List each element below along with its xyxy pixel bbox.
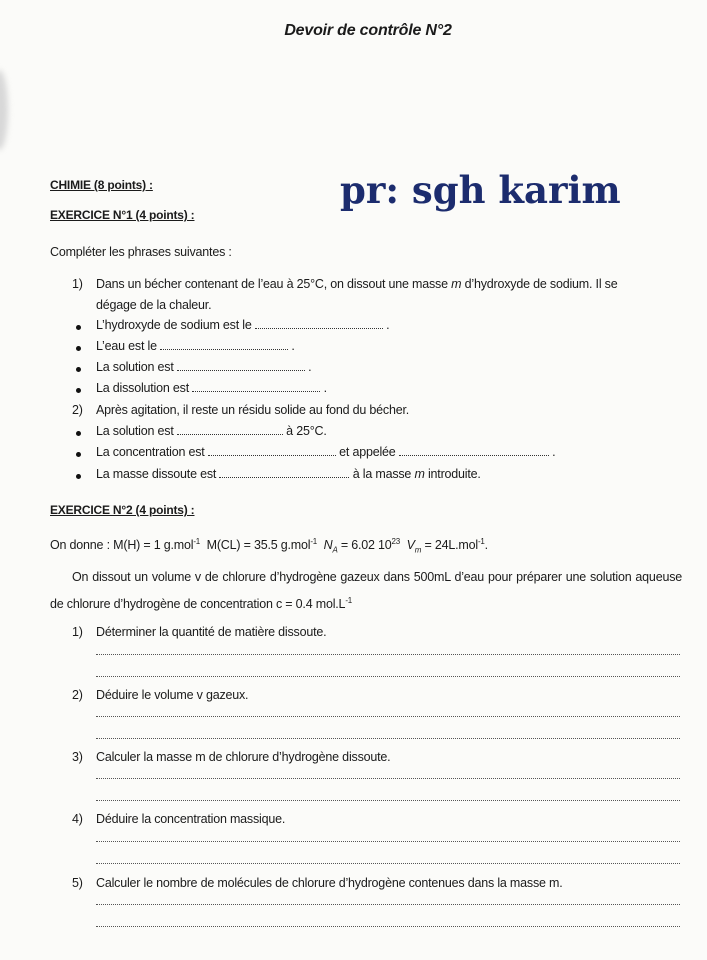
bullet-icon	[76, 474, 81, 479]
q2-number: 2)	[72, 403, 83, 417]
exercise2-heading: EXERCICE N°2 (4 points) :	[50, 503, 195, 517]
answer-line[interactable]	[96, 654, 680, 655]
bullet-icon	[76, 346, 81, 351]
given-data: On donne : M(H) = 1 g.mol$^{-1}$ M(CL) = 35.5 g.mol$^{-1}$ $N_A = 6.02$ $10^{23}$ $V_m = 24L.mol^{-1}$.	[50, 537, 488, 555]
bullet-icon	[76, 452, 81, 457]
blank-b3: La solution est .	[96, 360, 312, 374]
blank-b4: La dissolution est .	[96, 381, 327, 395]
question-text: Calculer le nombre de molécules de chlorure d’hydrogène contenues dans la masse m.	[96, 876, 563, 890]
q1-text: Dans un bécher contenant de l’eau à 25°C, on dissout une masse m d’hydroxyde de sodium. Il se	[96, 277, 618, 291]
bullet-icon	[76, 431, 81, 436]
author-signature: pr: sgh karim	[340, 168, 621, 212]
q1-text-cont: dégage de la chaleur.	[96, 298, 212, 312]
question-number: 1)	[72, 625, 83, 639]
q1-number: 1)	[72, 277, 83, 291]
blank-b2: L’eau est le .	[96, 339, 295, 353]
answer-line[interactable]	[96, 926, 680, 927]
answer-line[interactable]	[96, 800, 680, 801]
answer-line[interactable]	[96, 904, 680, 905]
blank-b1: L’hydroxyde de sodium est le .	[96, 318, 390, 332]
exercise2-statement: On dissout un volume v de chlorure d’hydrogène gazeux dans 500mL d’eau pour préparer une solution aqueuse de chlorure d’hydrogène de concentration c = 0.4 $mol.L^{-1}$	[50, 570, 682, 612]
answer-line[interactable]	[96, 841, 680, 842]
exercise1-heading: EXERCICE N°1 (4 points) :	[50, 208, 195, 222]
question-text: Déduire la concentration massique.	[96, 812, 286, 826]
question-number: 3)	[72, 750, 83, 764]
answer-line[interactable]	[96, 716, 680, 717]
exercise1-instruction: Compléter les phrases suivantes :	[50, 245, 232, 259]
bullet-icon	[76, 367, 81, 372]
answer-line[interactable]	[96, 676, 680, 677]
blank-b7: La masse dissoute est à la masse m introduite.	[96, 467, 481, 481]
q2-text: Après agitation, il reste un résidu solide au fond du bécher.	[96, 403, 410, 417]
question-number: 2)	[72, 688, 83, 702]
bullet-icon	[76, 388, 81, 393]
chimie-heading: CHIMIE (8 points) :	[50, 178, 153, 192]
blank-b5: La solution est à 25°C.	[96, 424, 327, 438]
answer-line[interactable]	[96, 863, 680, 864]
bullet-icon	[76, 325, 81, 330]
page-curl-shadow	[0, 70, 8, 150]
question-text: Déterminer la quantité de matière dissoute.	[96, 625, 327, 639]
blank-b6: La concentration est et appelée .	[96, 445, 556, 459]
question-number: 5)	[72, 876, 83, 890]
question-text: Déduire le volume v gazeux.	[96, 688, 249, 702]
question-text: Calculer la masse m de chlorure d’hydrogène dissoute.	[96, 750, 391, 764]
answer-line[interactable]	[96, 738, 680, 739]
question-number: 4)	[72, 812, 83, 826]
page-title: Devoir de contrôle N°2	[284, 22, 452, 39]
answer-line[interactable]	[96, 778, 680, 779]
